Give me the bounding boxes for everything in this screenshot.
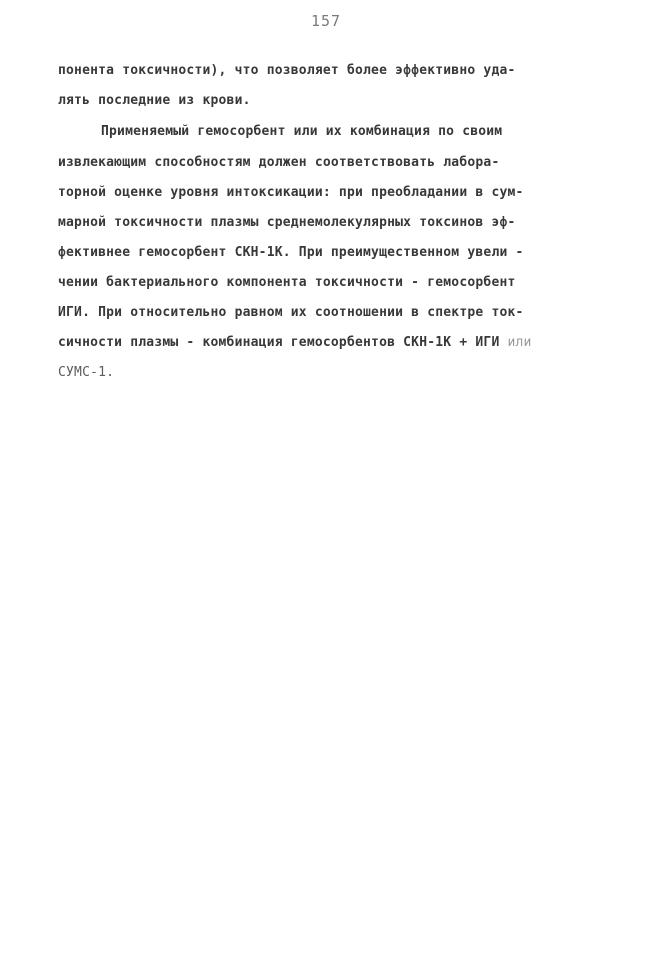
paragraph1-line-1: понента токсичности), что позволяет более эффективно уда-	[58, 63, 516, 78]
paragraph2-line-3: торной оценке уровня интоксикации: при преобладании в сум-	[58, 185, 524, 200]
paragraph2-line-2: извлекающим способностям должен соответствовать лабора-	[58, 155, 500, 170]
page-number: 157	[310, 12, 342, 30]
paragraph2-line-8-text: сичности плазмы - комбинация гемосорбентов СКН-1К + ИГИ	[58, 335, 500, 350]
paragraph2-line-1: Применяемый гемосорбент или их комбинация по своим	[101, 124, 503, 139]
paragraph2-line-8-tail: или	[499, 335, 532, 350]
paragraph2-line-7: ИГИ. При относительно равном их соотношении в спектре ток-	[58, 305, 524, 320]
paragraph2-line-9: СУМС-1.	[58, 365, 115, 380]
paragraph2-line-5: фективнее гемосорбент СКН-1К. При преимущественном увели -	[58, 245, 524, 260]
paragraph2-line-8	[58, 335, 532, 351]
paragraph2-line-6: чении бактериального компонента токсичности - гемосорбент	[58, 275, 516, 290]
paragraph2-line-4: марной токсичности плазмы среднемолекулярных токсинов эф-	[58, 215, 516, 230]
paragraph1-line-2: лять последние из крови.	[58, 93, 251, 108]
